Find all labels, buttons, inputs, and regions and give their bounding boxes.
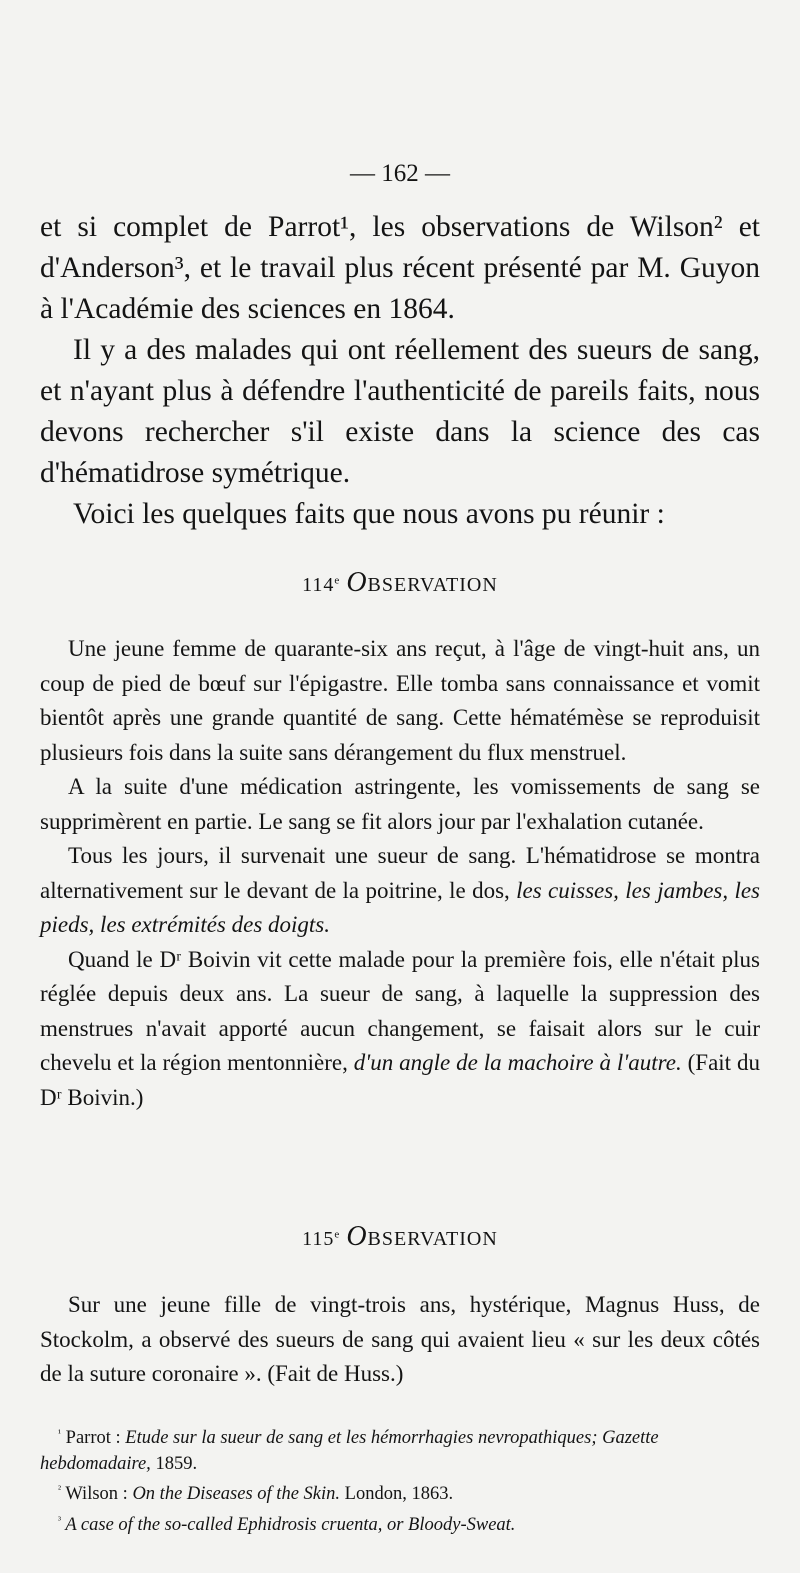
footnote-title: Etude sur la sueur de sang et les hémorrhagies nevropathiques; Gazette hebdomadaire, xyxy=(40,1428,659,1474)
footnote-3 xyxy=(40,1508,760,1539)
footnote-2 xyxy=(40,1477,760,1508)
heading-initial: O xyxy=(346,1221,368,1252)
obs114-paragraph-2: A la suite d'une médication astringente, les vomissements de sang se supprimèrent en partie. Le sang se fit alors jour par l'exhalation cutanée. xyxy=(40,774,760,834)
footnote-author: Parrot : xyxy=(61,1428,126,1449)
heading-rest: BSERVATION xyxy=(367,574,498,596)
footnote-mark: ² xyxy=(58,1484,62,1496)
obs114-p3-text: Tous les jours, il survenait une sueur de sang. L'hématidrose se montra alternativement sur le devant de la poitrine, le dos, xyxy=(40,843,760,903)
observation-115-text xyxy=(40,1288,760,1392)
obs114-p4-text: Quand le Dʳ Boivin vit cette malade pour la première fois, elle n'était plus réglée depuis deux ans. La sueur de sang, à laquelle la suppression des menstrues n'avait apporté aucun changement, se faisait alors sur le cuir chevelu et la région mentonnière, xyxy=(40,946,760,1075)
heading-rest: BSERVATION xyxy=(367,1228,498,1250)
footnote-author: Wilson : xyxy=(61,1484,133,1505)
obs114-paragraph-4 xyxy=(40,943,760,1116)
footnote-year: London, 1863. xyxy=(340,1484,454,1505)
observation-114-text xyxy=(40,632,760,1115)
ordinal-suffix: e xyxy=(334,1228,341,1241)
footnote-mark: ³ xyxy=(58,1514,62,1526)
obs114-p3-italic: les cuisses, les jambes, les pieds, les extrémités des doigts. xyxy=(40,877,761,937)
ordinal-suffix: e xyxy=(334,574,341,587)
footnote-title: A case of the so-called Ephidrosis cruenta, or Bloody-Sweat. xyxy=(61,1514,516,1535)
footnote-1 xyxy=(40,1421,760,1477)
footnote-title: On the Diseases of the Skin. xyxy=(132,1484,341,1505)
intro-paragraph-1: et si complet de Parrot¹, les observations de Wilson² et d'Anderson³, et le travail plus récent présenté par M. Guyon à l'Académie des sciences en 1864. xyxy=(40,211,760,325)
observation-number: 114 xyxy=(302,574,335,596)
footnote-mark: ¹ xyxy=(58,1428,62,1439)
obs114-p4-italic: d'un angle de la machoire à l'autre. xyxy=(353,1050,682,1075)
intro-paragraph-3: Voici les quelques faits que nous avons pu réunir : xyxy=(73,498,665,530)
intro-text xyxy=(40,207,760,535)
observation-114-heading xyxy=(0,567,800,599)
obs114-paragraph-1: Une jeune femme de quarante-six ans reçut, à l'âge de vingt-huit ans, un coup de pied de bœuf sur l'épigastre. Elle tomba sans connaissance et vomit bientôt après une grande quantité de sang. Cette hématémèse se reproduisit plusieurs fois dans la suite sans dérangement du flux menstruel. xyxy=(40,636,760,765)
obs114-p4-end: (Fait du Dʳ Boivin.) xyxy=(40,1050,760,1110)
page-number: — 162 — xyxy=(350,160,450,187)
observation-number: 115 xyxy=(302,1228,335,1250)
footnotes xyxy=(40,1421,760,1538)
obs114-paragraph-3 xyxy=(40,839,760,943)
footnote-year: 1859. xyxy=(150,1453,198,1474)
intro-paragraph-2: Il y a des malades qui ont réellement des sueurs de sang, et n'ayant plus à défendre l'authenticité de pareils faits, nous devons rechercher s'il existe dans la science des cas d'hématidrose symétrique. xyxy=(40,334,760,489)
observation-115-heading xyxy=(0,1221,800,1253)
obs115-paragraph-1: Sur une jeune fille de vingt-trois ans, hystérique, Magnus Huss, de Stockolm, a observé des sueurs de sang qui avaient lieu « sur les deux côtés de la suture coronaire ». (Fait de Huss.) xyxy=(40,1292,760,1386)
heading-initial: O xyxy=(346,567,368,598)
